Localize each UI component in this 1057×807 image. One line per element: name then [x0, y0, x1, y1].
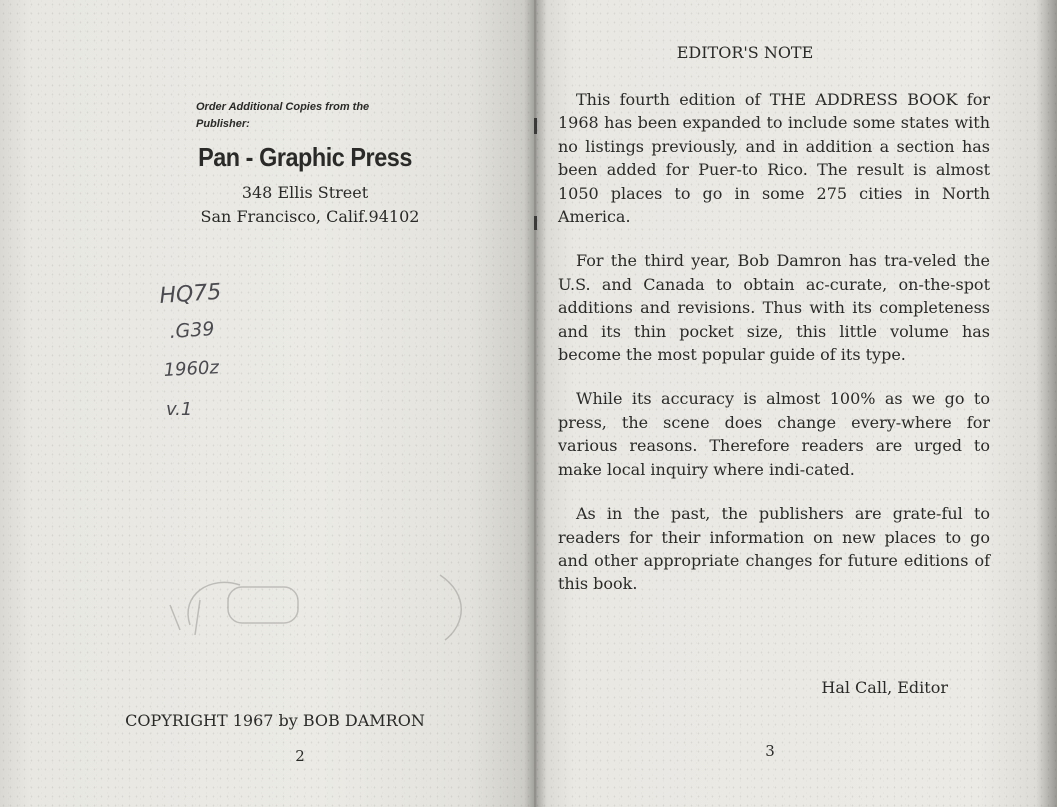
call-number-line-2: .G39 — [168, 317, 216, 343]
paragraph-2: For the third year, Bob Damron has tra-veled the U.S. and Canada to obtain ac-curate, on-the-spot additions and revisions. Thus with its completeness and its thin pocket size, this little volume has become the most popular guide of its type. — [558, 251, 990, 365]
editors-note-heading: EDITOR'S NOTE — [676, 43, 814, 62]
call-number-line-1: HQ75 — [158, 279, 223, 309]
order-copies-note — [196, 97, 436, 134]
publisher-city: San Francisco, Calif.94102 — [200, 207, 420, 226]
stamp-stroke — [440, 575, 461, 640]
page-number-right: 3 — [765, 742, 775, 760]
call-number-line-3: 1960z — [163, 357, 220, 381]
publisher-name: Pan - Graphic Press — [198, 142, 412, 172]
binding-staple-top — [534, 118, 537, 134]
paragraph-3: While its accuracy is almost 100% as we go to press, the scene does change every-where for various reasons. Therefore readers are urged to make local inquiry where indi-cated. — [558, 389, 990, 479]
call-number-line-4: v.1 — [166, 399, 193, 420]
binding-staple-bottom — [534, 216, 537, 230]
editor-signature: Hal Call, Editor — [821, 678, 948, 697]
copyright-line: COPYRIGHT 1967 by BOB DAMRON — [125, 711, 425, 730]
order-note-line-1: Order Additional Copies from the — [196, 101, 370, 113]
order-note-line-2: Publisher: — [196, 118, 250, 130]
stamp-stroke — [170, 600, 200, 635]
handwritten-call-number — [150, 270, 290, 440]
page-number-left: 2 — [295, 747, 305, 765]
faded-library-stamp — [150, 555, 480, 645]
publisher-street: 348 Ellis Street — [241, 183, 369, 202]
stamp-oval — [228, 587, 298, 623]
editors-note-body — [558, 88, 990, 617]
paragraph-4: As in the past, the publishers are grate-ful to readers for their information on new places to go and other appropriate changes for future editions of this book. — [558, 504, 990, 594]
paragraph-1: This fourth edition of THE ADDRESS BOOK for 1968 has been expanded to include some states with no listings previously, and in addition a section has been added for Puer-to Rico. The result is almost 1050 places to go in some 275 cities in North America. — [558, 90, 990, 227]
